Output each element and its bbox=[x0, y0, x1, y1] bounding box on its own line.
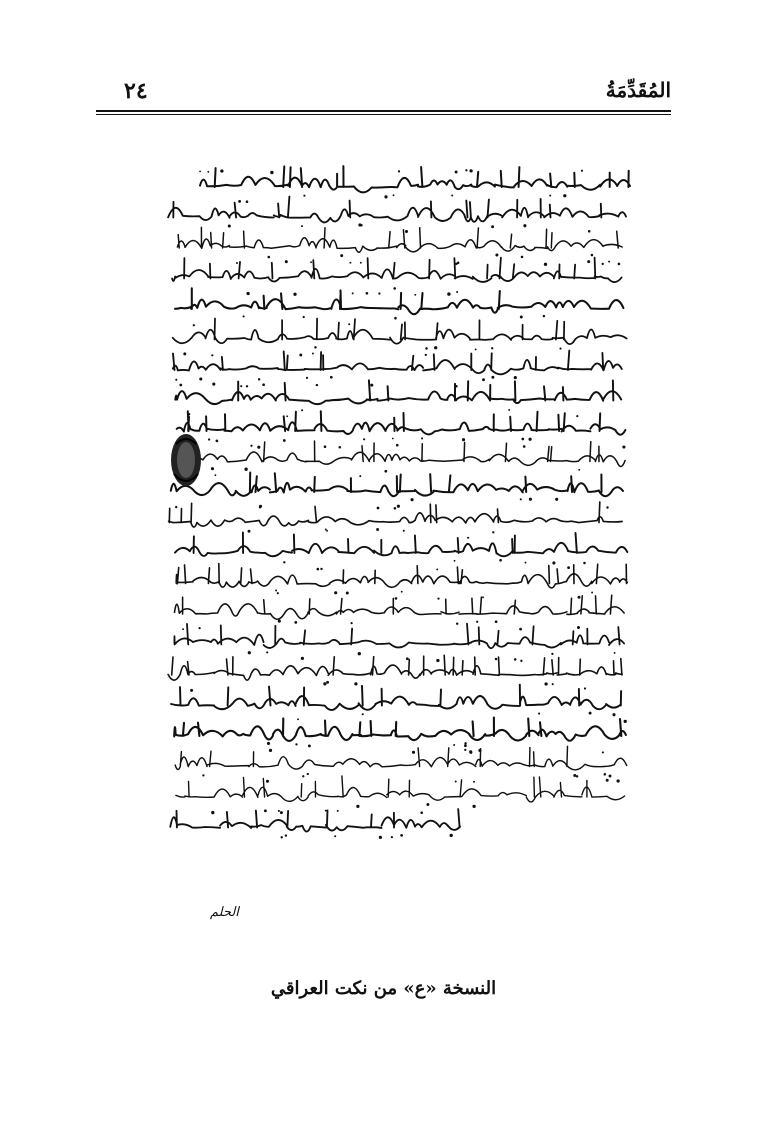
page-number: ٢٤ bbox=[124, 78, 148, 104]
manuscript-line bbox=[176, 776, 625, 808]
manuscript-line bbox=[176, 564, 627, 595]
manuscript-line bbox=[173, 351, 622, 382]
manuscript-line bbox=[175, 380, 621, 411]
manuscript-line bbox=[175, 532, 627, 564]
manuscript-line bbox=[177, 441, 625, 473]
manuscript-line bbox=[175, 746, 627, 777]
manuscript-line bbox=[174, 718, 627, 748]
manuscript-line bbox=[174, 624, 624, 656]
seal-stamp bbox=[168, 430, 204, 490]
manuscript-line bbox=[175, 288, 623, 319]
manuscript-line bbox=[177, 411, 626, 442]
header-rule-thin bbox=[96, 114, 671, 115]
chapter-title: المُقَدِّمَةُ bbox=[605, 78, 671, 102]
manuscript-line bbox=[173, 319, 627, 351]
manuscript-line bbox=[171, 473, 623, 502]
manuscript-line bbox=[177, 227, 622, 258]
manuscript-line bbox=[169, 502, 622, 533]
manuscript-line bbox=[168, 655, 622, 685]
header-rule-thick bbox=[96, 110, 671, 112]
manuscript-line bbox=[175, 595, 625, 625]
manuscript-line bbox=[172, 258, 621, 290]
manuscript-facsimile bbox=[160, 152, 640, 892]
figure-caption: النسخة «ع» من نكت العراقي bbox=[270, 978, 497, 999]
running-head bbox=[96, 72, 671, 112]
manuscript-line bbox=[170, 809, 460, 839]
manuscript-end-word: الحلم bbox=[210, 905, 239, 920]
manuscript-line bbox=[171, 685, 621, 717]
manuscript-line bbox=[168, 197, 626, 229]
manuscript-line bbox=[199, 166, 630, 198]
